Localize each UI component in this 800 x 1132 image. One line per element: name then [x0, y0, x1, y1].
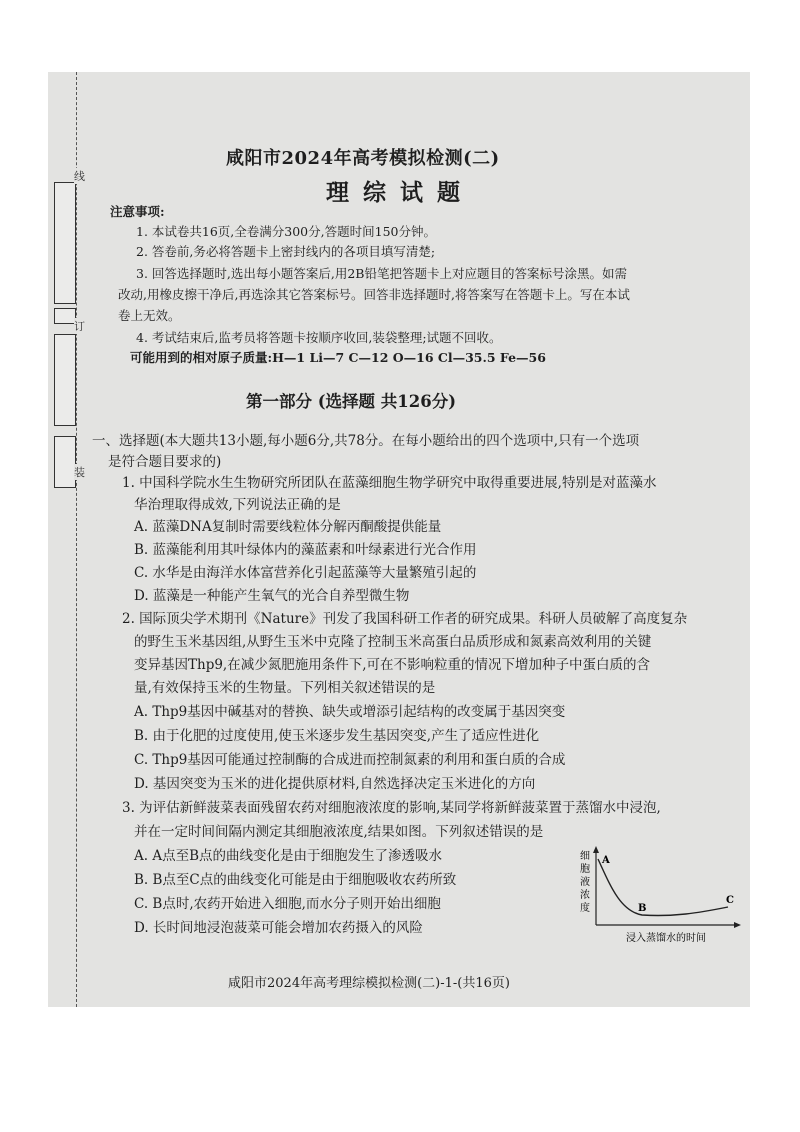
question-stem: 并在一定时间间隔内测定其细胞液浓度,结果如图。下列叙述错误的是 — [134, 824, 544, 840]
seal-box — [54, 308, 76, 324]
binding-mark: 订 — [74, 320, 85, 333]
answer-option: B. 由于化肥的过度使用,使玉米逐步发生基因突变,产生了适应性进化 — [134, 728, 540, 744]
answer-option: C. Thp9基因可能通过控制酶的合成进而控制氮素的利用和蛋白质的合成 — [134, 752, 566, 768]
point-label-b: B — [638, 903, 647, 914]
binding-mark: 线 — [74, 170, 85, 183]
answer-option: D. 基因突变为玉米的进化提供原材料,自然选择决定玉米进化的方向 — [134, 776, 536, 792]
notice-item: 改动,用橡皮擦干净后,再选涂其它答案标号。回答非选择题时,将答案写在答题卡上。写在本试 — [118, 287, 630, 302]
answer-option: C. B点时,农药开始进入细胞,而水分子则开始出细胞 — [134, 896, 441, 912]
atomic-mass-line: 可能用到的相对原子质量:H—1 Li—7 C—12 O—16 Cl—35.5 Fe—56 — [130, 350, 546, 365]
point-label-c: C — [726, 895, 734, 906]
answer-option: A. A点至B点的曲线变化是由于细胞发生了渗透吸水 — [134, 848, 443, 864]
y-axis-label-char: 胞 — [580, 864, 590, 875]
section-instruction: 一、选择题(本大题共13小题,每小题6分,共78分。在每小题给出的四个选项中,只有一个选项 — [92, 433, 640, 449]
x-axis-label: 浸入蒸馏水的时间 — [626, 933, 706, 944]
section-instruction: 是符合题目要求的) — [108, 454, 222, 470]
y-axis-label-char: 浓 — [580, 890, 590, 901]
y-axis-label-char: 细 — [580, 851, 590, 862]
answer-option: B. B点至C点的曲线变化可能是由于细胞吸收农药所致 — [134, 872, 457, 888]
x-axis-arrow — [734, 922, 741, 928]
notice-heading: 注意事项: — [110, 204, 165, 219]
seal-box — [54, 182, 76, 304]
concentration-curve — [598, 859, 728, 916]
page-footer: 咸阳市2024年高考理综模拟检测(二)-1-(共16页) — [228, 976, 510, 991]
exam-title: 咸阳市2024年高考模拟检测(二) — [226, 148, 500, 169]
part-heading: 第一部分 (选择题 共126分) — [246, 392, 457, 411]
notice-item: 卷上无效。 — [118, 308, 181, 323]
question-stem: 2. 国际顶尖学术期刊《Nature》刊发了我国科研工作者的研究成果。科研人员破解了高度复杂 — [122, 611, 688, 627]
answer-option: A. 蓝藻DNA复制时需要线粒体分解丙酮酸提供能量 — [134, 519, 442, 535]
question-stem: 3. 为评估新鲜菠菜表面残留农药对细胞液浓度的影响,某同学将新鲜菠菜置于蒸馏水中浸泡, — [122, 800, 661, 816]
seal-box — [54, 334, 76, 426]
notice-item: 1. 本试卷共16页,全卷满分300分,答题时间150分钟。 — [136, 224, 436, 239]
point-label-a: A — [602, 855, 610, 866]
answer-option: C. 水华是由海洋水体富营养化引起蓝藻等大量繁殖引起的 — [134, 565, 477, 581]
y-axis-arrow — [593, 846, 599, 853]
question-stem: 量,有效保持玉米的生物量。下列相关叙述错误的是 — [134, 680, 436, 696]
y-axis-label-char: 度 — [580, 903, 590, 914]
concentration-graph — [578, 845, 748, 945]
answer-option: D. 蓝藻是一种能产生氧气的光合自养型微生物 — [134, 588, 410, 604]
exam-page — [48, 72, 750, 1007]
question-stem: 华治理取得成效,下列说法正确的是 — [134, 497, 341, 513]
question-stem: 的野生玉米基因组,从野生玉米中克隆了控制玉米高蛋白品质形成和氮素高效利用的关键 — [134, 634, 652, 650]
exam-subtitle: 理综试题 — [326, 179, 474, 206]
answer-option: A. Thp9基因中碱基对的替换、缺失或增添引起结构的改变属于基因突变 — [134, 704, 566, 720]
seal-line — [76, 72, 77, 1007]
answer-option: D. 长时间地浸泡菠菜可能会增加农药摄入的风险 — [134, 920, 423, 936]
question-stem: 变异基因Thp9,在减少氮肥施用条件下,可在不影响粒重的情况下增加种子中蛋白质的含 — [134, 657, 651, 673]
notice-item: 3. 回答选择题时,选出每小题答案后,用2B铅笔把答题卡上对应题目的答案标号涂黑。如需 — [136, 266, 627, 281]
seal-box — [54, 436, 76, 488]
binding-mark: 装 — [74, 466, 85, 479]
binding-margin — [48, 72, 106, 1007]
notice-item: 4. 考试结束后,监考员将答题卡按顺序收回,装袋整理;试题不回收。 — [136, 330, 502, 345]
y-axis-label-char: 液 — [580, 877, 590, 888]
answer-option: B. 蓝藻能利用其叶绿体内的藻蓝素和叶绿素进行光合作用 — [134, 542, 477, 558]
question-stem: 1. 中国科学院水生生物研究所团队在蓝藻细胞生物学研究中取得重要进展,特别是对蓝藻水 — [122, 475, 657, 491]
notice-item: 2. 答卷前,务必将答题卡上密封线内的各项目填写清楚; — [136, 244, 436, 259]
